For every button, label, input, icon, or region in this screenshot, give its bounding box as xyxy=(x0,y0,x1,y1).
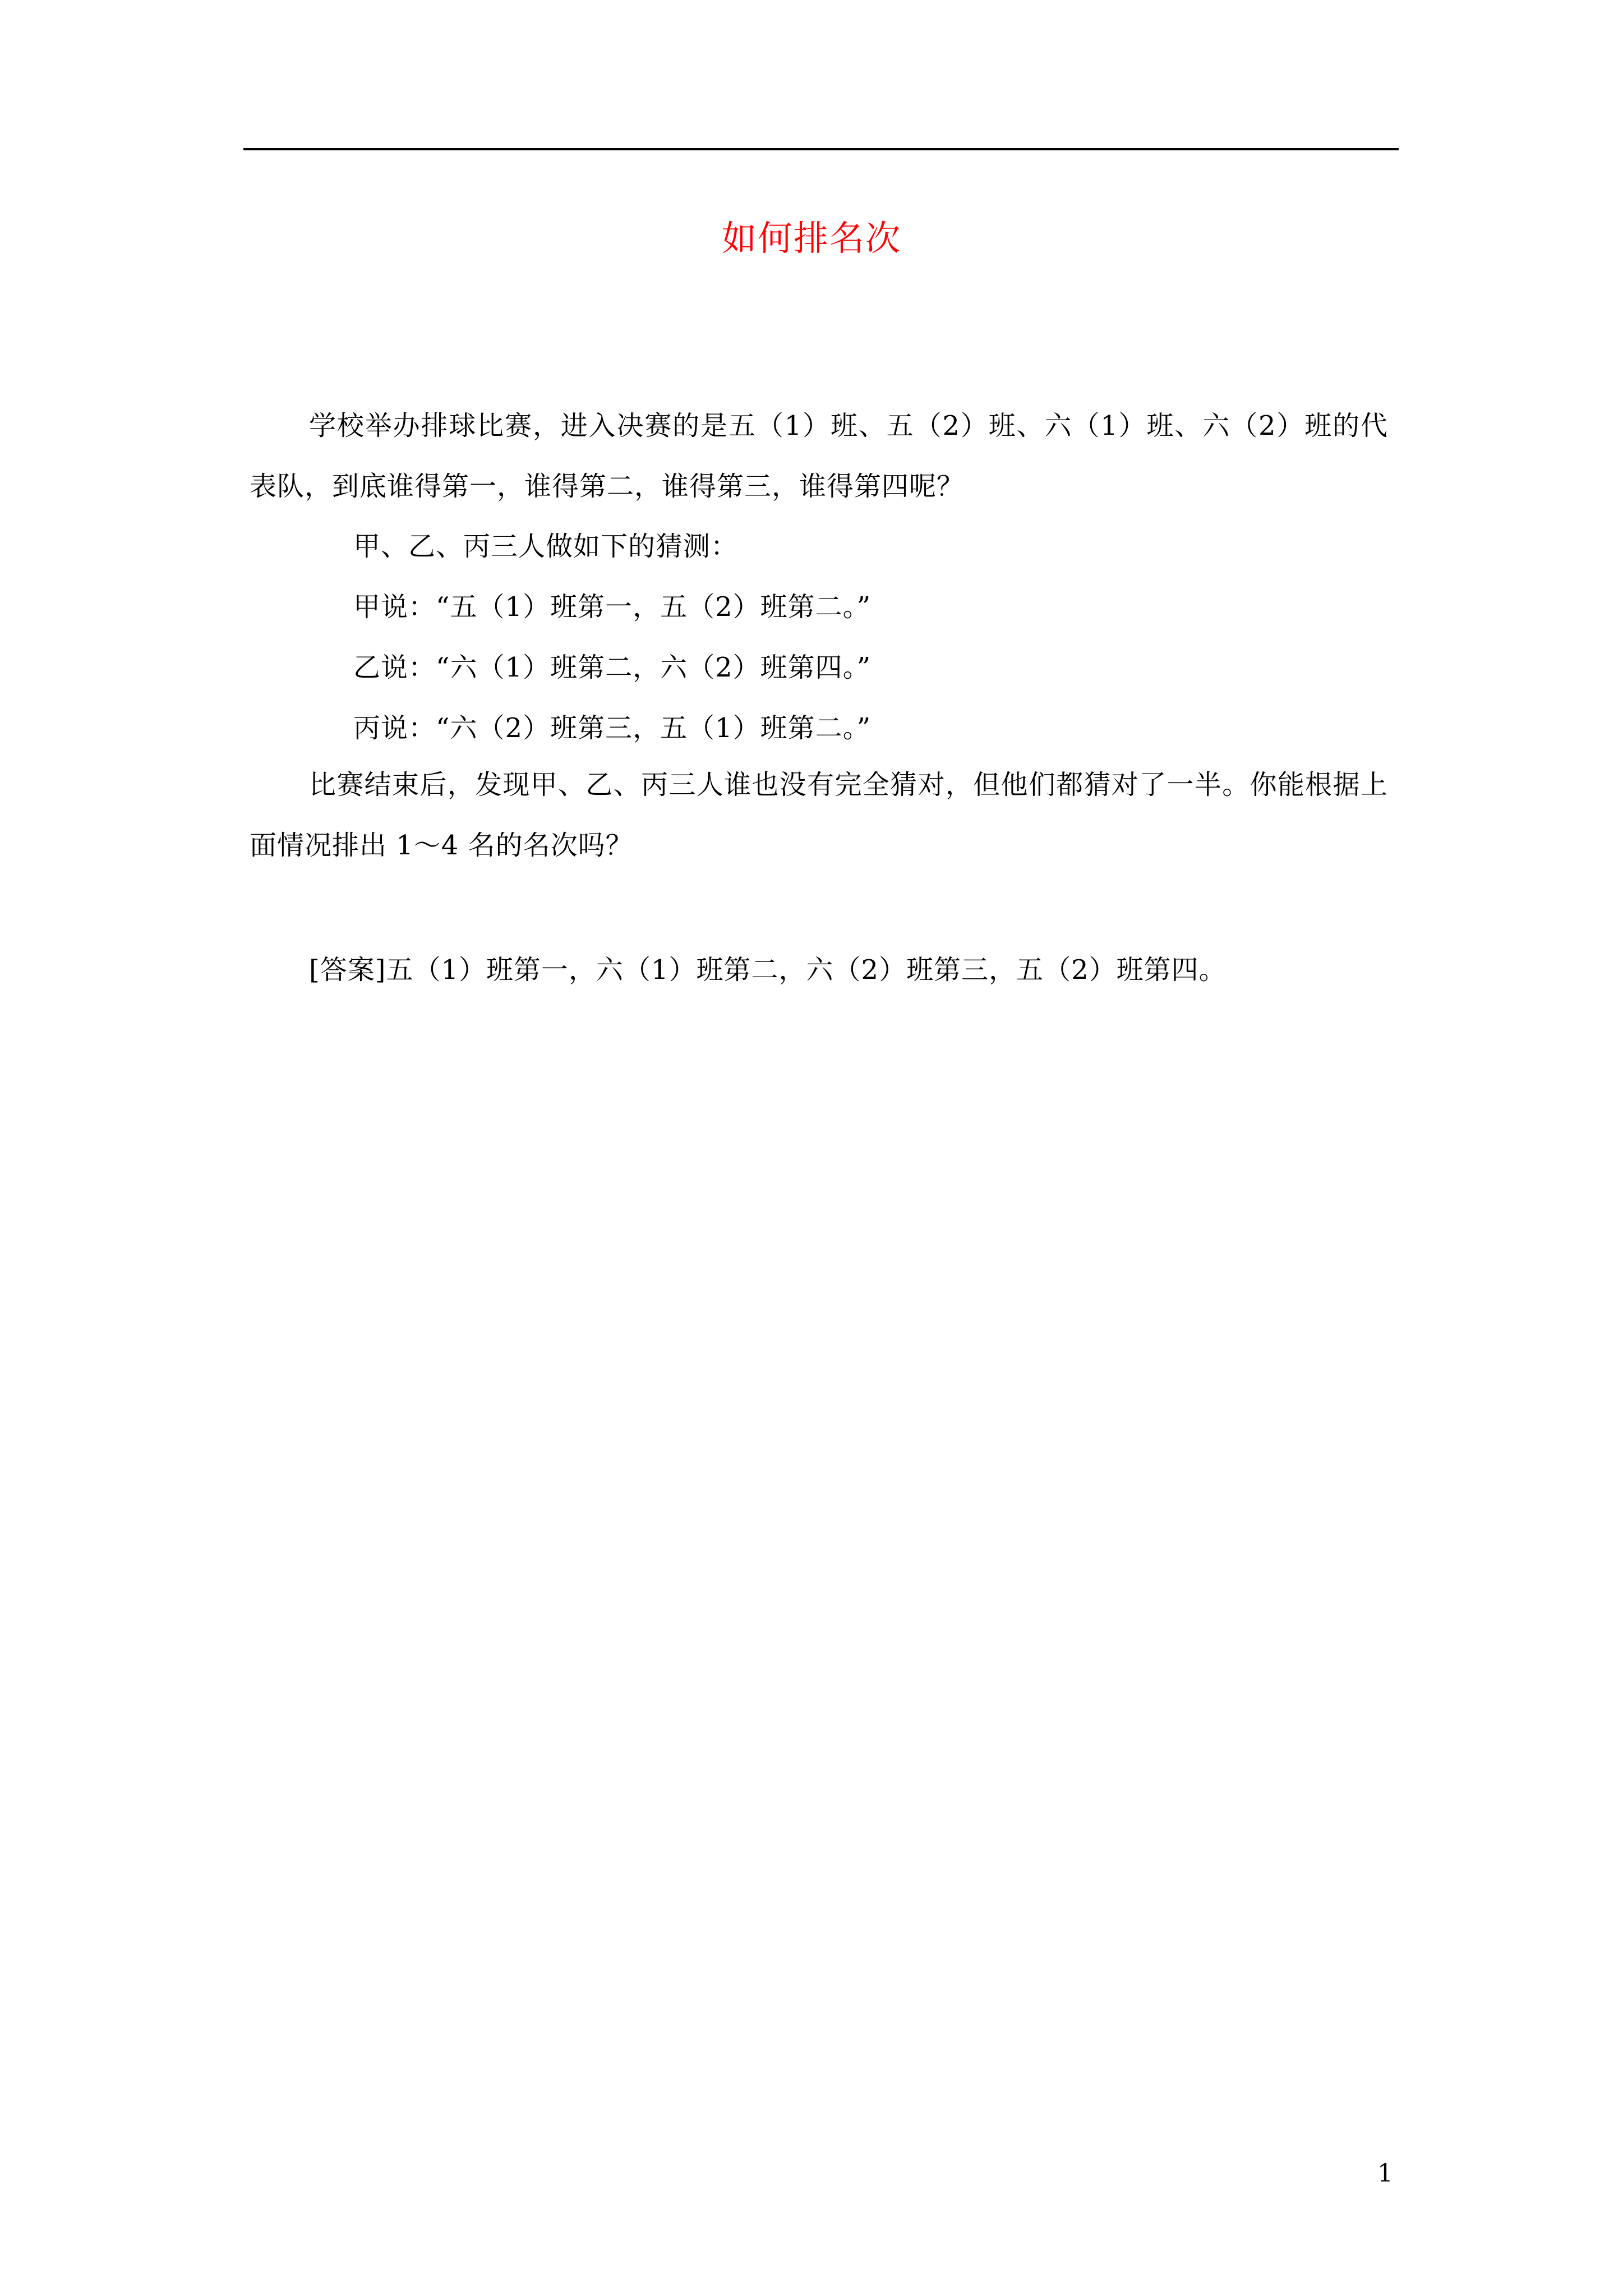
guess-yi: 乙说：“六（1）班第二，六（2）班第四。” xyxy=(353,652,872,683)
conclusion-paragraph: 比赛结束后，发现甲、乙、丙三人谁也没有完全猜对，但他们都猜对了一半。你能根据上面情况排出 1～4 名的名次吗？ xyxy=(250,769,1388,861)
page-title: 如何排名次 xyxy=(721,218,901,259)
answer-paragraph: [答案]五（1）班第一，六（1）班第二，六（2）班第三，五（2）班第四。 xyxy=(309,954,1227,986)
guess-bing: 丙说：“六（2）班第三，五（1）班第二。” xyxy=(353,712,872,744)
page-number: 1 xyxy=(1377,2159,1393,2188)
guess-jia: 甲说：“五（1）班第一，五（2）班第二。” xyxy=(353,591,872,623)
header-rule xyxy=(243,148,1399,150)
guess-intro: 甲、乙、丙三人做如下的猜测： xyxy=(353,531,739,562)
intro-paragraph: 学校举办排球比赛，进入决赛的是五（1）班、五（2）班、六（1）班、六（2）班的代表队，到底谁得第一，谁得第二，谁得第三，谁得第四呢？ xyxy=(250,410,1388,502)
